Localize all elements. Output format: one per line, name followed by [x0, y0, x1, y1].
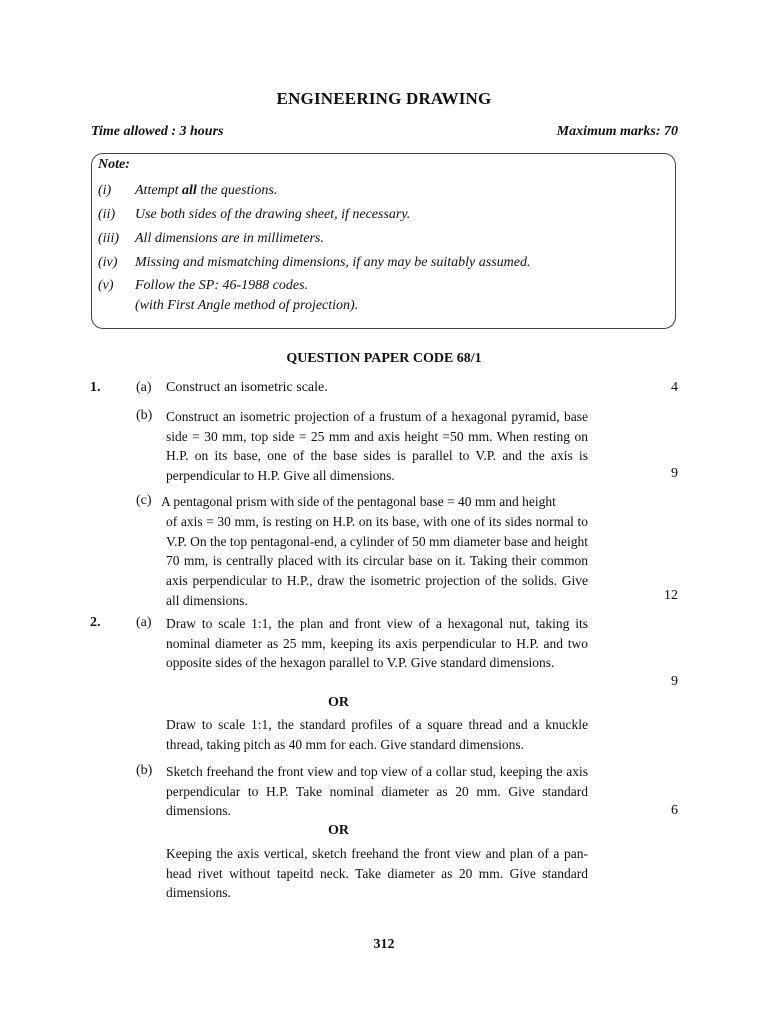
subquestion-label: (b)	[136, 763, 153, 778]
note-item-number: (ii)	[98, 207, 116, 222]
question-number: 1.	[90, 380, 101, 395]
question-paper-code-heading: QUESTION PAPER CODE 68/1	[286, 351, 482, 366]
marks-value: 9	[671, 466, 678, 481]
subquestion-text-first-line: A pentagonal prism with side of the pentagonal base = 40 mm and height	[161, 494, 556, 509]
subquestion-label: (c)	[136, 493, 152, 508]
marks-value: 12	[664, 588, 678, 603]
note-item-text: Missing and mismatching dimensions, if any may be suitably assumed.	[135, 255, 531, 270]
page-number: 312	[373, 937, 395, 952]
time-allowed: Time allowed : 3 hours	[91, 124, 224, 139]
subquestion-label: (a)	[136, 615, 152, 630]
marks-value: 6	[671, 803, 678, 818]
note-label: Note:	[98, 157, 130, 172]
alternative-question-text: Keeping the axis vertical, sketch freehand the front view and plan of a pan-head rivet without tapeitd neck. Take diameter as 20 mm. Give standard dimensions.	[166, 846, 588, 901]
subquestion-text: Draw to scale 1:1, the plan and front view of a hexagonal nut, taking its nominal diameter as 25 mm, keeping its axis perpendicular to H.P. and two opposite sides of the hexagon parallel to V.P. Give standard dimensions.	[166, 616, 588, 671]
note-item-text: All dimensions are in millimeters.	[135, 231, 324, 246]
note-item-number: (iv)	[98, 255, 118, 270]
page-title: ENGINEERING DRAWING	[276, 89, 492, 108]
subquestion-text: Construct an isometric projection of a frustum of a hexagonal pyramid, base side = 30 mm, top side = 25 mm and axis height =50 mm. When resting on H.P. on its base, one of the base sides is parallel to V.P. and the axis is perpendicular to H.P. Give all dimensions.	[166, 409, 588, 484]
note-item-text: Use both sides of the drawing sheet, if necessary.	[135, 207, 411, 222]
note-item-text-continued: (with First Angle method of projection).	[135, 298, 359, 313]
subquestion-label: (b)	[136, 408, 153, 423]
or-separator: OR	[328, 823, 349, 838]
alternative-question-text: Draw to scale 1:1, the standard profiles of a square thread and a knuckle thread, taking pitch as 40 mm for each. Give standard dimensions.	[166, 717, 588, 752]
or-separator: OR	[328, 695, 349, 710]
subquestion-text: Construct an isometric scale.	[166, 380, 328, 395]
marks-value: 9	[671, 674, 678, 689]
note-item-number: (v)	[98, 278, 114, 293]
maximum-marks: Maximum marks: 70	[556, 124, 678, 139]
question-number: 2.	[90, 615, 101, 630]
marks-value: 4	[671, 380, 678, 395]
subquestion-text: of axis = 30 mm, is resting on H.P. on its base, with one of its sides normal to V.P. On the top pentagonal-end, a cylinder of 50 mm diameter base and height 70 mm, is centrally placed with its circular base on it. Taking their common axis perpendicular to H.P., draw the isometric projection of the solids. Give all dimensions.	[166, 514, 588, 608]
note-item-text: Follow the SP: 46-1988 codes.	[135, 278, 309, 293]
subquestion-text: Sketch freehand the front view and top view of a collar stud, keeping the axis perpendicular to H.P. Take nominal diameter as 20 mm. Give standard dimensions.	[166, 764, 588, 819]
note-item-number: (iii)	[98, 231, 119, 246]
note-item-number: (i)	[98, 183, 112, 198]
note-item-text: Attempt all the questions.	[135, 183, 278, 198]
subquestion-label: (a)	[136, 380, 152, 395]
note-emphasis: all	[182, 183, 197, 198]
